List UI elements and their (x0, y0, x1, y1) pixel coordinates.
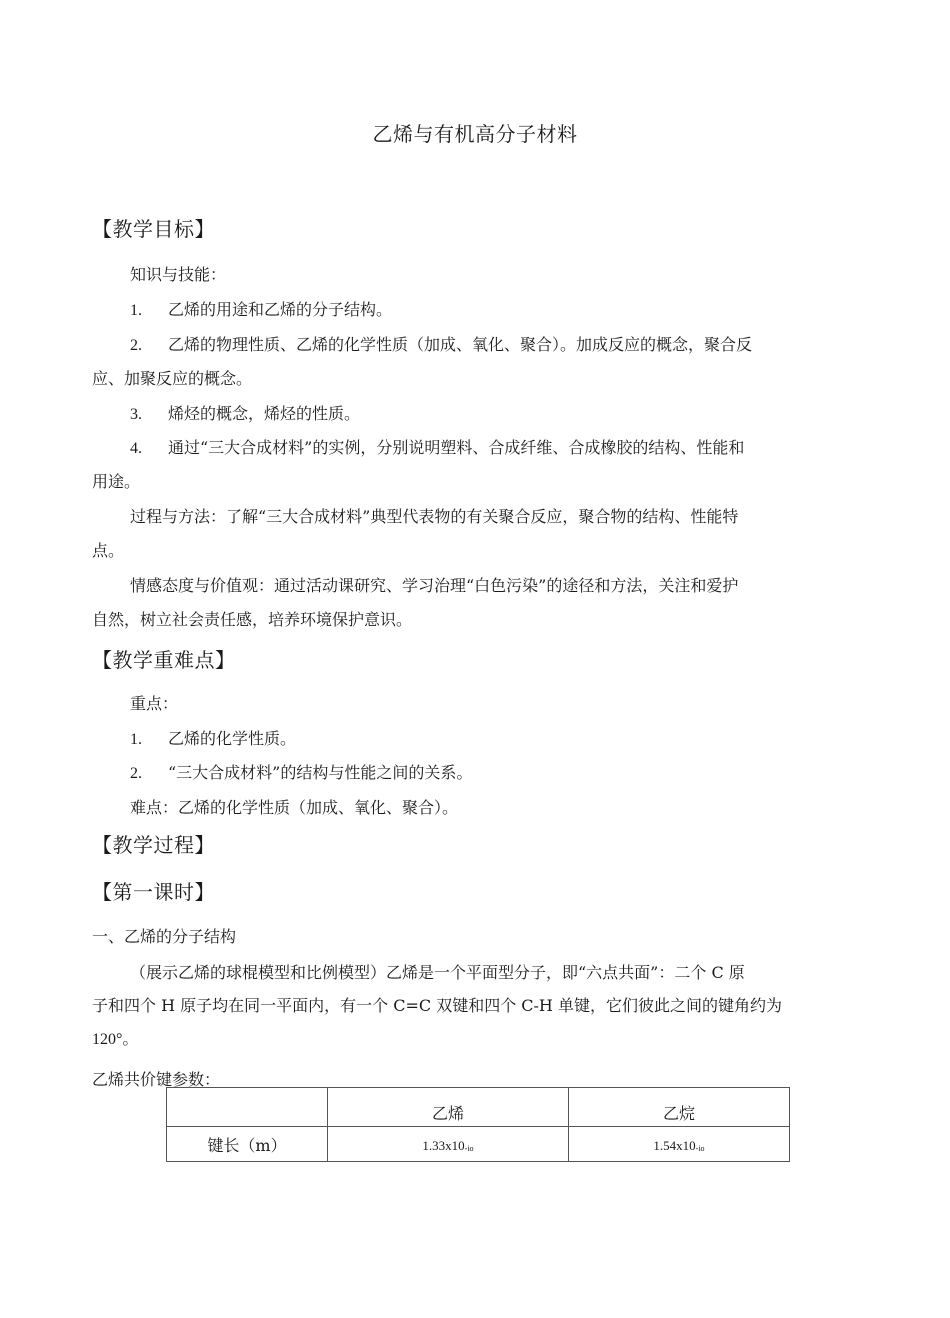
goals-intro: 知识与技能： (130, 265, 227, 284)
key-item-2 (130, 763, 905, 784)
goal-item-1 (130, 300, 905, 321)
key-item-text: “三大合成材料”的结构与性能之间的关系。 (168, 763, 473, 782)
goal-item-4-continued: 用途。 (92, 472, 141, 491)
process-method-line2: 点。 (92, 541, 125, 560)
table-header-cell (167, 1088, 328, 1127)
ethane-bond-length-value: 1.54x10 (653, 1137, 696, 1153)
goal-item-text: 通过“三大合成材料”的实例，分别说明塑料、合成纤维、合成橡胶的结构、性能和 (168, 438, 745, 457)
emotion-values-line2: 自然，树立社会责任感，培养环境保护意识。 (92, 610, 413, 629)
key-intro: 重点： (130, 694, 179, 713)
goal-item-4 (130, 438, 905, 459)
goal-item-number: 1. (130, 302, 142, 319)
emotion-values-line1: 情感态度与价值观：通过活动课研究、学习治理“白色污染”的途径和方法，关注和爱护 (130, 576, 739, 595)
bond-params-table (166, 1087, 790, 1162)
goal-item-text: 乙烯的用途和乙烯的分子结构。 (168, 300, 393, 319)
table-header-cell: 乙烷 (569, 1088, 790, 1127)
ethylene-bond-length-exponent: -io (464, 1143, 474, 1153)
structure-text-line3: 120°。 (92, 1031, 139, 1048)
cell-ethylene-bond-length (328, 1127, 569, 1162)
table-header-row (167, 1088, 790, 1127)
structure-text-line2: 子和四个 H 原子均在同一平面内，有一个 C=C 双键和四个 C-H 单键，它们彼此之间的键角约为 (92, 996, 782, 1015)
goal-item-2-continued: 应、加聚反应的概念。 (92, 369, 253, 388)
row-label-bond-length: 键长（m） (167, 1127, 328, 1162)
document-title: 乙烯与有机高分子材料 (372, 122, 578, 146)
goal-item-text: 烯烃的概念，烯烃的性质。 (168, 404, 361, 423)
goal-item-3 (130, 404, 905, 425)
ethylene-bond-length-value: 1.33x10 (422, 1137, 465, 1153)
key-item-text: 乙烯的化学性质。 (168, 729, 297, 748)
process-method-line1: 过程与方法：了解“三大合成材料”典型代表物的有关聚合反应，聚合物的结构、性能特 (130, 507, 739, 526)
goal-item-number: 2. (130, 337, 142, 354)
bond-params-label: 乙烯共价键参数： (92, 1070, 221, 1089)
key-item-number: 1. (130, 731, 142, 748)
ethane-bond-length-exponent: -io (695, 1143, 705, 1153)
key-item-1 (130, 729, 905, 750)
heading-key-points: 【教学重难点】 (92, 648, 236, 672)
table-header-cell: 乙烯 (328, 1088, 569, 1127)
difficulty-line: 难点：乙烯的化学性质（加成、氧化、聚合）。 (130, 798, 459, 817)
section-ethylene-structure: 一、乙烯的分子结构 (92, 927, 237, 946)
heading-teaching-goals: 【教学目标】 (92, 217, 215, 241)
heading-first-lesson: 【第一课时】 (92, 880, 215, 904)
goal-item-2 (130, 335, 905, 356)
goal-item-number: 4. (130, 440, 142, 457)
table-row (167, 1127, 790, 1162)
structure-text-line1: （展示乙烯的球棍模型和比例模型）乙烯是一个平面型分子，即“六点共面”：二个 C 原 (130, 963, 745, 982)
goal-item-text: 乙烯的物理性质、乙烯的化学性质（加成、氧化、聚合）。加成反应的概念，聚合反 (168, 335, 753, 354)
key-item-number: 2. (130, 765, 142, 782)
cell-ethane-bond-length (569, 1127, 790, 1162)
heading-teaching-process: 【教学过程】 (92, 833, 215, 857)
goal-item-number: 3. (130, 406, 142, 423)
